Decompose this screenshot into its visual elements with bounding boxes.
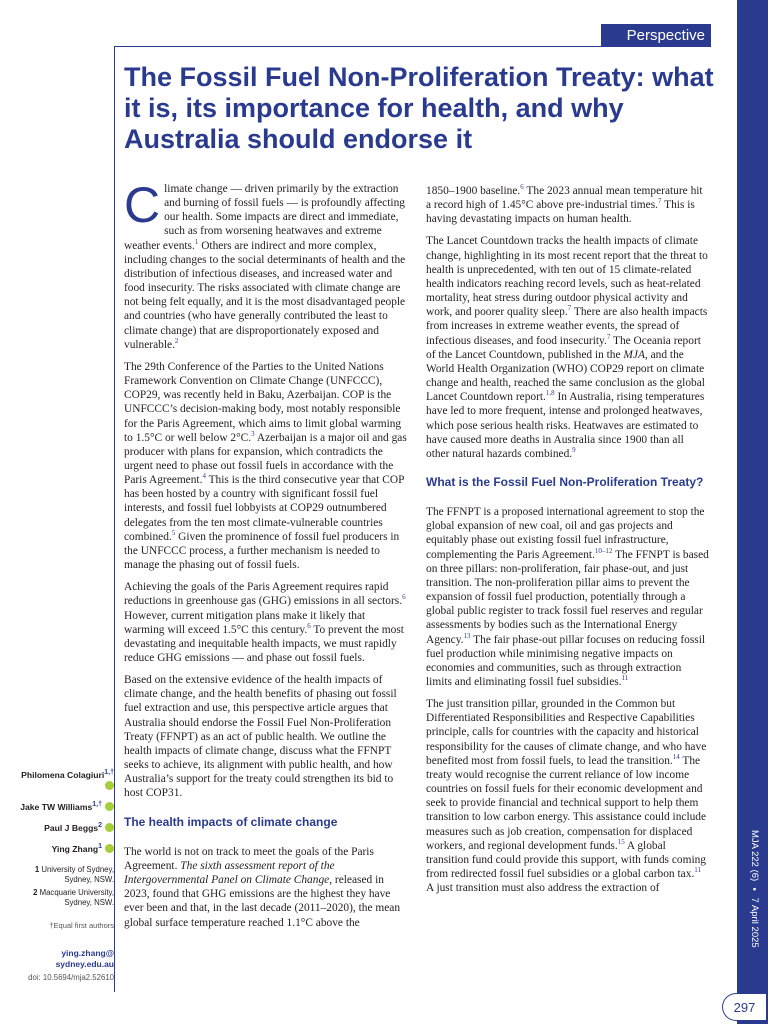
- author: Paul J Beggs$^2$: [10, 823, 114, 834]
- author: Ying Zhang$^1$: [10, 844, 114, 855]
- column-rule: [114, 46, 115, 992]
- orcid-icon[interactable]: [105, 823, 114, 832]
- paragraph: The 29th Conference of the Parties to the United Nations Framework Convention on Climate Change (UNFCCC), COP29, was recently held in Baku, Azerbaijan. COP is the UNFCCC’s decision-making body, most notably responsible for the Paris Agreement, which aims to limit global warming to 1.5°C or well below 2°C.$^3$ Azerbaijan is a major oil and gas producer with plans for expansion, which contradicts the urgent need to phase out fossil fuels in accordance with the Paris Agreement.$^4$ This is the third consecutive year that COP has been hosted by a country with significant fossil fuel interests, and fossil fuel lobbyists at COP29 outnumbered delegates from the ten most climate-vulnerable countries combined.$^5$ Given the prominence of fossil fuel producers in the UNFCCC process, a further mechanism is needed to manage the phasing out of fossil fuels.: [124, 360, 407, 572]
- paragraph: The FFNPT is a proposed international agreement to stop the global expansion of new coal, oil and gas projects and equitably phase out existing fossil fuel infrastructure, complementing the Paris Agreement.$^{10-12}$ The FFNPT is based on three pillars: non-proliferation, fair phase-out, and just transition. The non-proliferation pillar aims to prevent the expansion of fossil fuel production, potentially through a global public register to track fossil fuel reserves and regular assessments by bodies such as the International Energy Agency.$^{13}$ The fair phase-out pillar focuses on reducing fossil fuel production while minimising negative impacts on economies and communities, such as through extraction limits and eliminating fossil fuel subsidies.$^{11}$: [426, 506, 709, 688]
- intro-paragraph: Climate change — driven primarily by the extraction and burning of fossil fuels — is profoundly affecting our health. Some impacts are direct and immediate, such as from worsening heatwaves and extreme weather events.$^1$ Others are indirect and more complex, including changes to the social determinants of health and the distribution of infectious diseases, and increased water and food insecurity. The risks associated with climate change are not being felt equally, and it is the most disadvantaged people and countries (who have generally contributed the least to climate change) that are disproportionately exposed and vulnerable.$^2$: [124, 177, 406, 351]
- orcid-icon[interactable]: [105, 802, 114, 811]
- paragraph: The Lancet Countdown tracks the health impacts of climate change, highlighting in its most recent report that the threat to health is unprecedented, with ten out of 15 climate-related health indicators reaching record levels, such as heat-related mortality, heat stress during outdoor physical activity and work, and poorer quality sleep.$^7$ There are also health impacts from increases in extreme weather events, the spread of infectious diseases, and food insecurity.$^7$ The Oceania report of the Lancet Countdown, published in the MJA, and the World Health Organization (WHO) COP29 report on climate change and health, reached the same conclusion as the global Lancet Countdown report.$^{1,8}$ In Australia, rising temperatures have led to more frequent, intense and prolonged heatwaves, which pose serious health risks. Heatwaves are estimated to have caused more deaths in Australia since 1900 than all other natural hazards combined.$^9$: [426, 235, 708, 460]
- drop-cap: C: [124, 177, 161, 233]
- paragraph: Achieving the goals of the Paris Agreement requires rapid reductions in greenhouse gas (GHG) emissions in all sectors.$^6$ However, current mitigation plans make it likely that warming will exceed 1.5°C this century.$^6$ To prevent the most devastating and inequitable health impacts, we must rapidly reduce GHG emissions — and phase out fossil fuels.: [124, 581, 406, 664]
- paragraph: The world is not on track to meet the goals of the Paris Agreement. The sixth assessment report of the Intergovernmental Panel on Climate Change, released in 2023, found that GHG emissions are the highest they have ever been and that, in the last decade (2011–2020), the mean global surface temperature reached 1.1°C above the: [124, 845, 401, 929]
- orcid-icon[interactable]: [105, 781, 114, 790]
- paragraph: The just transition pillar, grounded in the Common but Differentiated Responsibilities and Respective Capabilities principle, calls for countries with the capacity and historical responsibility for the causes of climate change, and who have benefited most from fossil fuels, to lead the transition.$^{14}$ The treaty would recognise the current reliance of low income countries on fossil fuels for their economic development and seek to provide financial and technical support to help them transition to low carbon energy. This assistance could include measures such as job creation, compensation for displaced workers, and regional development funds.$^{15}$ A global transition fund could provide this support, with funds coming from redirected fossil fuel subsidies or a global carbon tax.$^{11}$ A just transition must also address the extraction of: [426, 698, 707, 895]
- right-column: [426, 184, 709, 903]
- header-rule: [114, 46, 711, 47]
- left-column: [124, 177, 408, 938]
- page-number: 297: [722, 993, 766, 1021]
- author-block: [10, 770, 114, 982]
- affiliation: 1 University of Sydney, Sydney, NSW.: [34, 865, 114, 884]
- author: Jake TW Williams$^{1,\dagger}$: [10, 802, 114, 813]
- section-heading: The health impacts of climate change: [124, 814, 338, 829]
- section-label: Perspective: [601, 24, 711, 46]
- equal-authors-note: †Equal first authors: [49, 921, 114, 930]
- section-heading: What is the Fossil Fuel Non-Proliferation Treaty?: [426, 474, 704, 489]
- author: Philomena Colagiuri$^{1,\dagger}$: [10, 770, 114, 792]
- affiliation: 2 Macquarie University, Sydney, NSW.: [33, 888, 114, 907]
- journal-reference: MJA 222 (6) ▪ 7 April 2025: [749, 830, 760, 948]
- orcid-icon[interactable]: [105, 844, 114, 853]
- paragraph: 1850–1900 baseline.$^6$ The 2023 annual mean temperature hit a record high of 1.45°C above pre-industrial times.$^7$ This is having devastating impacts on human health.: [426, 183, 703, 226]
- article-title: The Fossil Fuel Non-Proliferation Treaty: what it is, its importance for health, and why Australia should endorse it: [124, 62, 714, 154]
- doi[interactable]: doi: 10.5694/mja2.52610: [28, 973, 114, 982]
- corresponding-email[interactable]: ying.zhang@ sydney.edu.au: [55, 948, 114, 969]
- paragraph: Based on the extensive evidence of the health impacts of climate change, and the health benefits of phasing out fossil fuel extraction and use, this perspective article argues that Australia should endorse the Fossil Fuel Non-Proliferation Treaty (FFNPT) as an act of public health. We outline the health impacts of climate change, discuss what the FFNPT seeks to achieve, its alignment with public health, and how Australia’s support for the treaty could strengthen its bid to host COP31.: [124, 674, 397, 800]
